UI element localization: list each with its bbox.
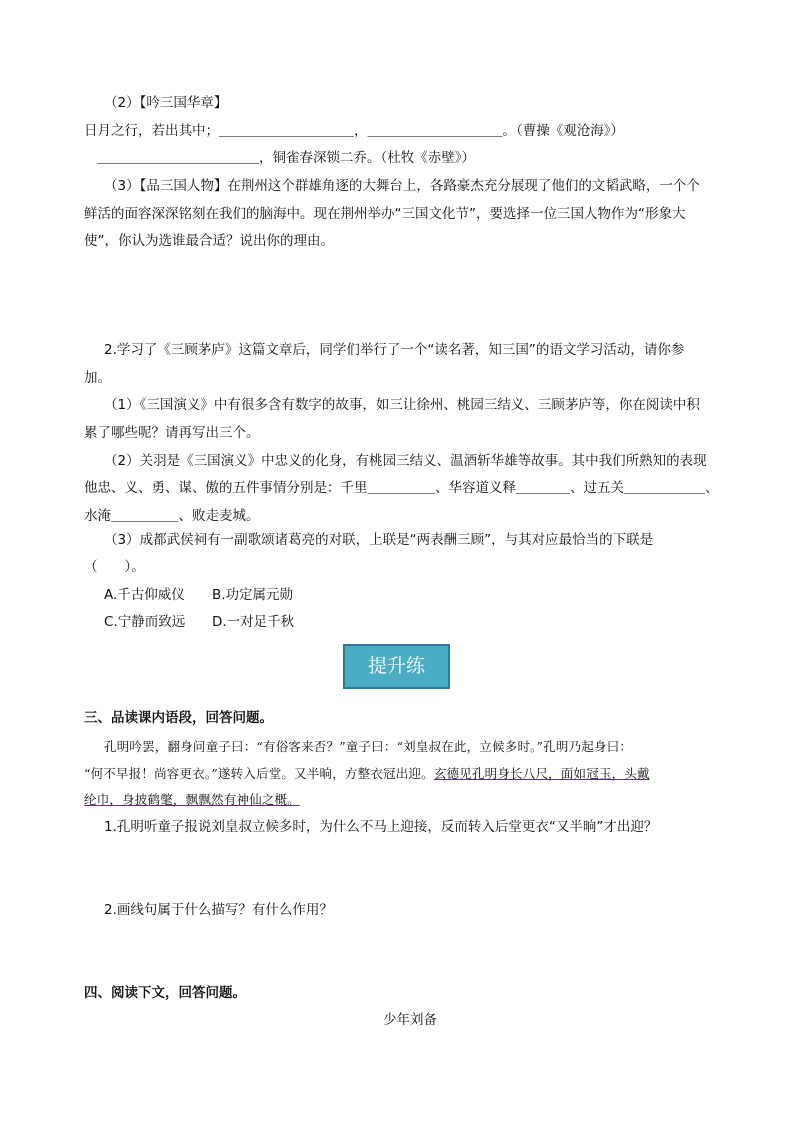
- q3-line-2: 鲜活的面容深深铭刻在我们的脑海中。现在荆州举办“三国文化节”，要选择一位三国人物作为“形象大: [84, 206, 686, 222]
- passage-underlined-1: 玄德见孔明身长八尺，面如冠玉，头戴: [433, 766, 650, 781]
- q2-line-1: 日月之行，若出其中；＿＿＿＿＿＿＿＿＿＿，＿＿＿＿＿＿＿＿＿＿。（曹操《观沧海》）: [84, 123, 624, 139]
- option-b: B.功定属元勋: [212, 587, 294, 603]
- s2-p1-line-1: （1）《三国演义》中有很多含有数字的故事，如三让徐州、桃园三结义、三顾茅庐等，你在阅读中积: [104, 397, 700, 413]
- passage-line-1: 孔明吟罢，翻身问童子曰：“有俗客来否？”童子曰：“刘皇叔在此，立候多时。”孔明乃起身曰：: [104, 739, 633, 754]
- s2-p3-line-2: （ ）。: [84, 559, 145, 575]
- q3-line-1: （3）【品三国人物】在荆州这个群雄角逐的大舞台上，各路豪杰充分展现了他们的文韬武略，一个个: [104, 178, 700, 194]
- s2-p2-line-3: 水淹＿＿＿＿＿、败走麦城。: [84, 508, 260, 524]
- option-c: C.宁静而致远: [104, 614, 186, 630]
- passage-line-2-plain: “何不早报！尚容更衣。”遂转入后堂。又半晌，方整衣冠出迎。: [84, 766, 434, 781]
- s2-p1-line-2: 累了哪些呢？请再写出三个。: [84, 425, 260, 441]
- passage-line-3: [84, 790, 300, 810]
- s2-intro-line-1: 2.学习了《三顾茅庐》这篇文章后，同学们举行了一个“读名著，知三国”的语文学习活动，请你参: [104, 342, 685, 358]
- section-3-title: 三、品读课内语段，回答问题。: [84, 710, 273, 726]
- article-title: 少年刘备: [383, 1012, 437, 1028]
- s2-p2-line-2: 他忠、义、勇、谋、傲的五件事情分别是：千里＿＿＿＿＿、华容道义释＿＿＿＿、过五关＿＿＿＿＿＿、: [84, 480, 719, 496]
- section-4-title: 四、阅读下文，回答问题。: [84, 985, 246, 1001]
- s3-question-2: 2.画线句属于什么描写？有什么作用？: [104, 902, 333, 918]
- s2-intro-line-2: 加。: [84, 370, 111, 386]
- improvement-practice-button[interactable]: 提升练: [343, 644, 450, 689]
- s3-question-1: 1.孔明听童子报说刘皇叔立候多时，为什么不马上迎接，反而转入后堂更衣“又半晌”才出迎？: [104, 819, 658, 835]
- s2-p2-line-1: （2）关羽是《三国演义》中忠义的化身，有桃园三结义、温酒斩华雄等故事。其中我们所熟知的表现: [104, 453, 707, 469]
- option-a: A.千古仰威仪: [104, 587, 185, 603]
- option-d: D.一对足千秋: [212, 614, 295, 630]
- q2-title: （2）【吟三国华章】: [104, 95, 228, 111]
- passage-underlined-2: 纶巾，身披鹤氅，飘飘然有神仙之概。: [84, 792, 300, 807]
- q2-line-2: ＿＿＿＿＿＿＿＿＿＿＿＿，铜雀春深锁二乔。（杜牧《赤壁》）: [97, 150, 475, 166]
- q3-line-3: 使”，你认为选谁最合适？说出你的理由。: [84, 233, 334, 249]
- passage-line-2: [84, 764, 650, 784]
- s2-p3-line-1: （3）成都武侯祠有一副歌颂诸葛亮的对联，上联是“两表酬三顾”，与其对应最恰当的下联是: [104, 532, 654, 548]
